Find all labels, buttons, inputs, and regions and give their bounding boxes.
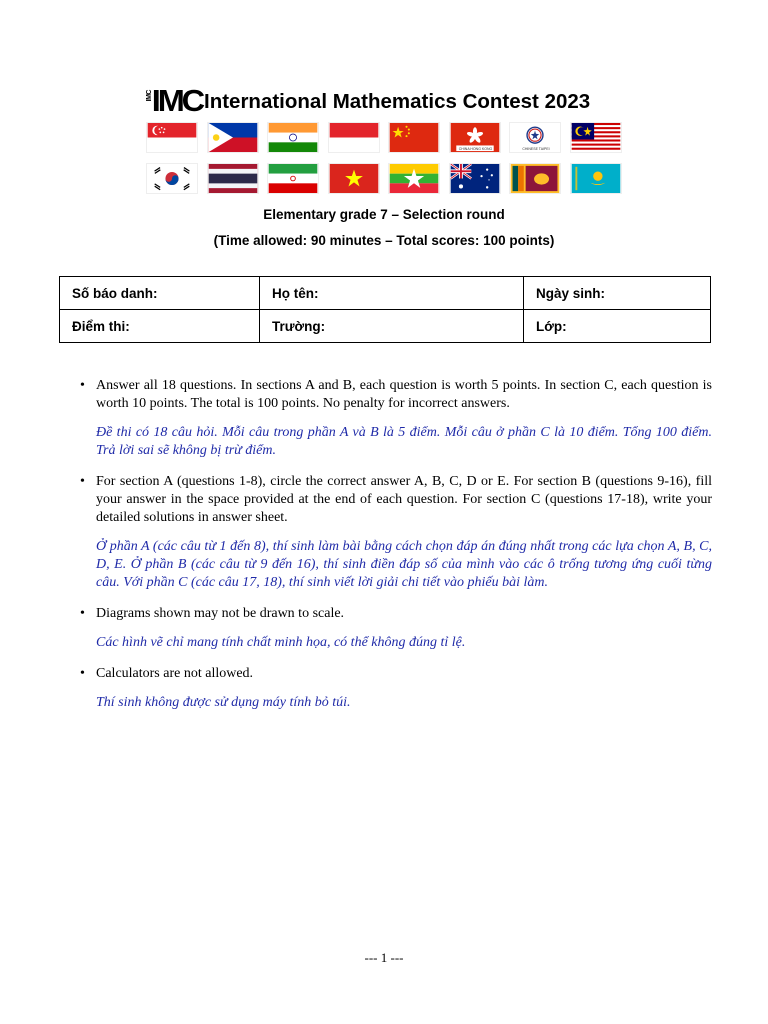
exam-level: Elementary grade 7 – Selection round — [263, 207, 505, 222]
flag-caption-chinese-taipei: CHINESE TAIPEI — [522, 147, 550, 151]
table-row — [60, 310, 711, 343]
bullet-icon: • — [80, 606, 85, 621]
rule-english: Diagrams shown may not be drawn to scale. — [96, 606, 345, 621]
rule-english: Calculators are not allowed. — [96, 666, 254, 681]
rule-item — [80, 377, 712, 460]
flag-hong-kong — [449, 122, 501, 153]
logo-vertical-text: IMC — [146, 90, 153, 102]
bullet-icon: • — [80, 666, 85, 681]
flag-india — [267, 122, 319, 153]
imc-logo — [146, 83, 203, 118]
score-field: Điểm thi: — [60, 310, 260, 343]
flag-caption-hong-kong: CHINA HONG KONG — [458, 147, 493, 151]
flag-iran — [267, 163, 319, 194]
flag-china — [388, 122, 440, 153]
bullet-icon: • — [80, 378, 85, 393]
table-row — [60, 277, 711, 310]
full-name-field: Họ tên: — [260, 277, 524, 310]
class-field: Lớp: — [524, 310, 711, 343]
rule-english: For section A (questions 1-8), circle the correct answer A, B, C, D or E. For section B (questions 9-16), fill your answer in the space provided at the end of each question. For section C (questions 17-18), write your detailed solutions in answer sheet. — [96, 474, 712, 525]
flag-malaysia — [570, 122, 622, 153]
rule-vietnamese: Ở phần A (các câu từ 1 đến 8), thí sinh làm bài bằng cách chọn đáp án đúng nhất trong các lựa chọn A, B, C, D, E. Ở phần B (các câu từ 9 đến 16), thí sinh điền đáp số của mình vào các ô trống tương ứng cuối từng câu. Với phần C (các câu 17, 18), thí sinh viết lời giải chi tiết vào phiếu bài làm. — [96, 539, 712, 590]
flag-philippines — [207, 122, 259, 153]
date-of-birth-field: Ngày sinh: — [524, 277, 711, 310]
flags-grid — [146, 122, 622, 194]
flag-indonesia — [328, 122, 380, 153]
candidate-info-table — [59, 276, 711, 343]
flag-chinese-taipei — [509, 122, 561, 153]
exam-time-info: (Time allowed: 90 minutes – Total scores: 100 points) — [213, 233, 555, 248]
rule-vietnamese: Thí sinh không được sử dụng máy tính bỏ túi. — [96, 695, 351, 710]
rule-vietnamese: Đề thi có 18 câu hỏi. Mỗi câu trong phần A và B là 5 điểm. Mỗi câu ở phần C là 10 điểm. Tổng 100 điểm. Trả lời sai sẽ không bị trừ điểm. — [96, 425, 712, 458]
contest-header — [146, 83, 626, 118]
flag-sri-lanka — [509, 163, 561, 194]
rule-vietnamese: Các hình vẽ chỉ mang tính chất minh họa, có thể không đúng tỉ lệ. — [96, 635, 466, 650]
flag-south-korea — [146, 163, 198, 194]
rule-item — [80, 665, 712, 712]
rule-english: Answer all 18 questions. In sections A and B, each question is worth 5 points. In section C, each question is worth 10 points. The total is 100 points. No penalty for incorrect answers. — [96, 378, 712, 411]
exam-rules — [80, 377, 712, 725]
logo-text: IMC — [151, 83, 203, 118]
school-field: Trường: — [260, 310, 524, 343]
bullet-icon: • — [80, 474, 85, 489]
flag-myanmar — [388, 163, 440, 194]
flag-thailand — [207, 163, 259, 194]
flag-australia — [449, 163, 501, 194]
rule-item — [80, 605, 712, 652]
flag-singapore — [146, 122, 198, 153]
flag-kazakhstan — [570, 163, 622, 194]
candidate-number-field: Số báo danh: — [60, 277, 260, 310]
flag-vietnam — [328, 163, 380, 194]
contest-title: International Mathematics Contest 2023 — [204, 90, 591, 113]
page-number: --- 1 --- — [364, 950, 404, 965]
rule-item — [80, 473, 712, 592]
